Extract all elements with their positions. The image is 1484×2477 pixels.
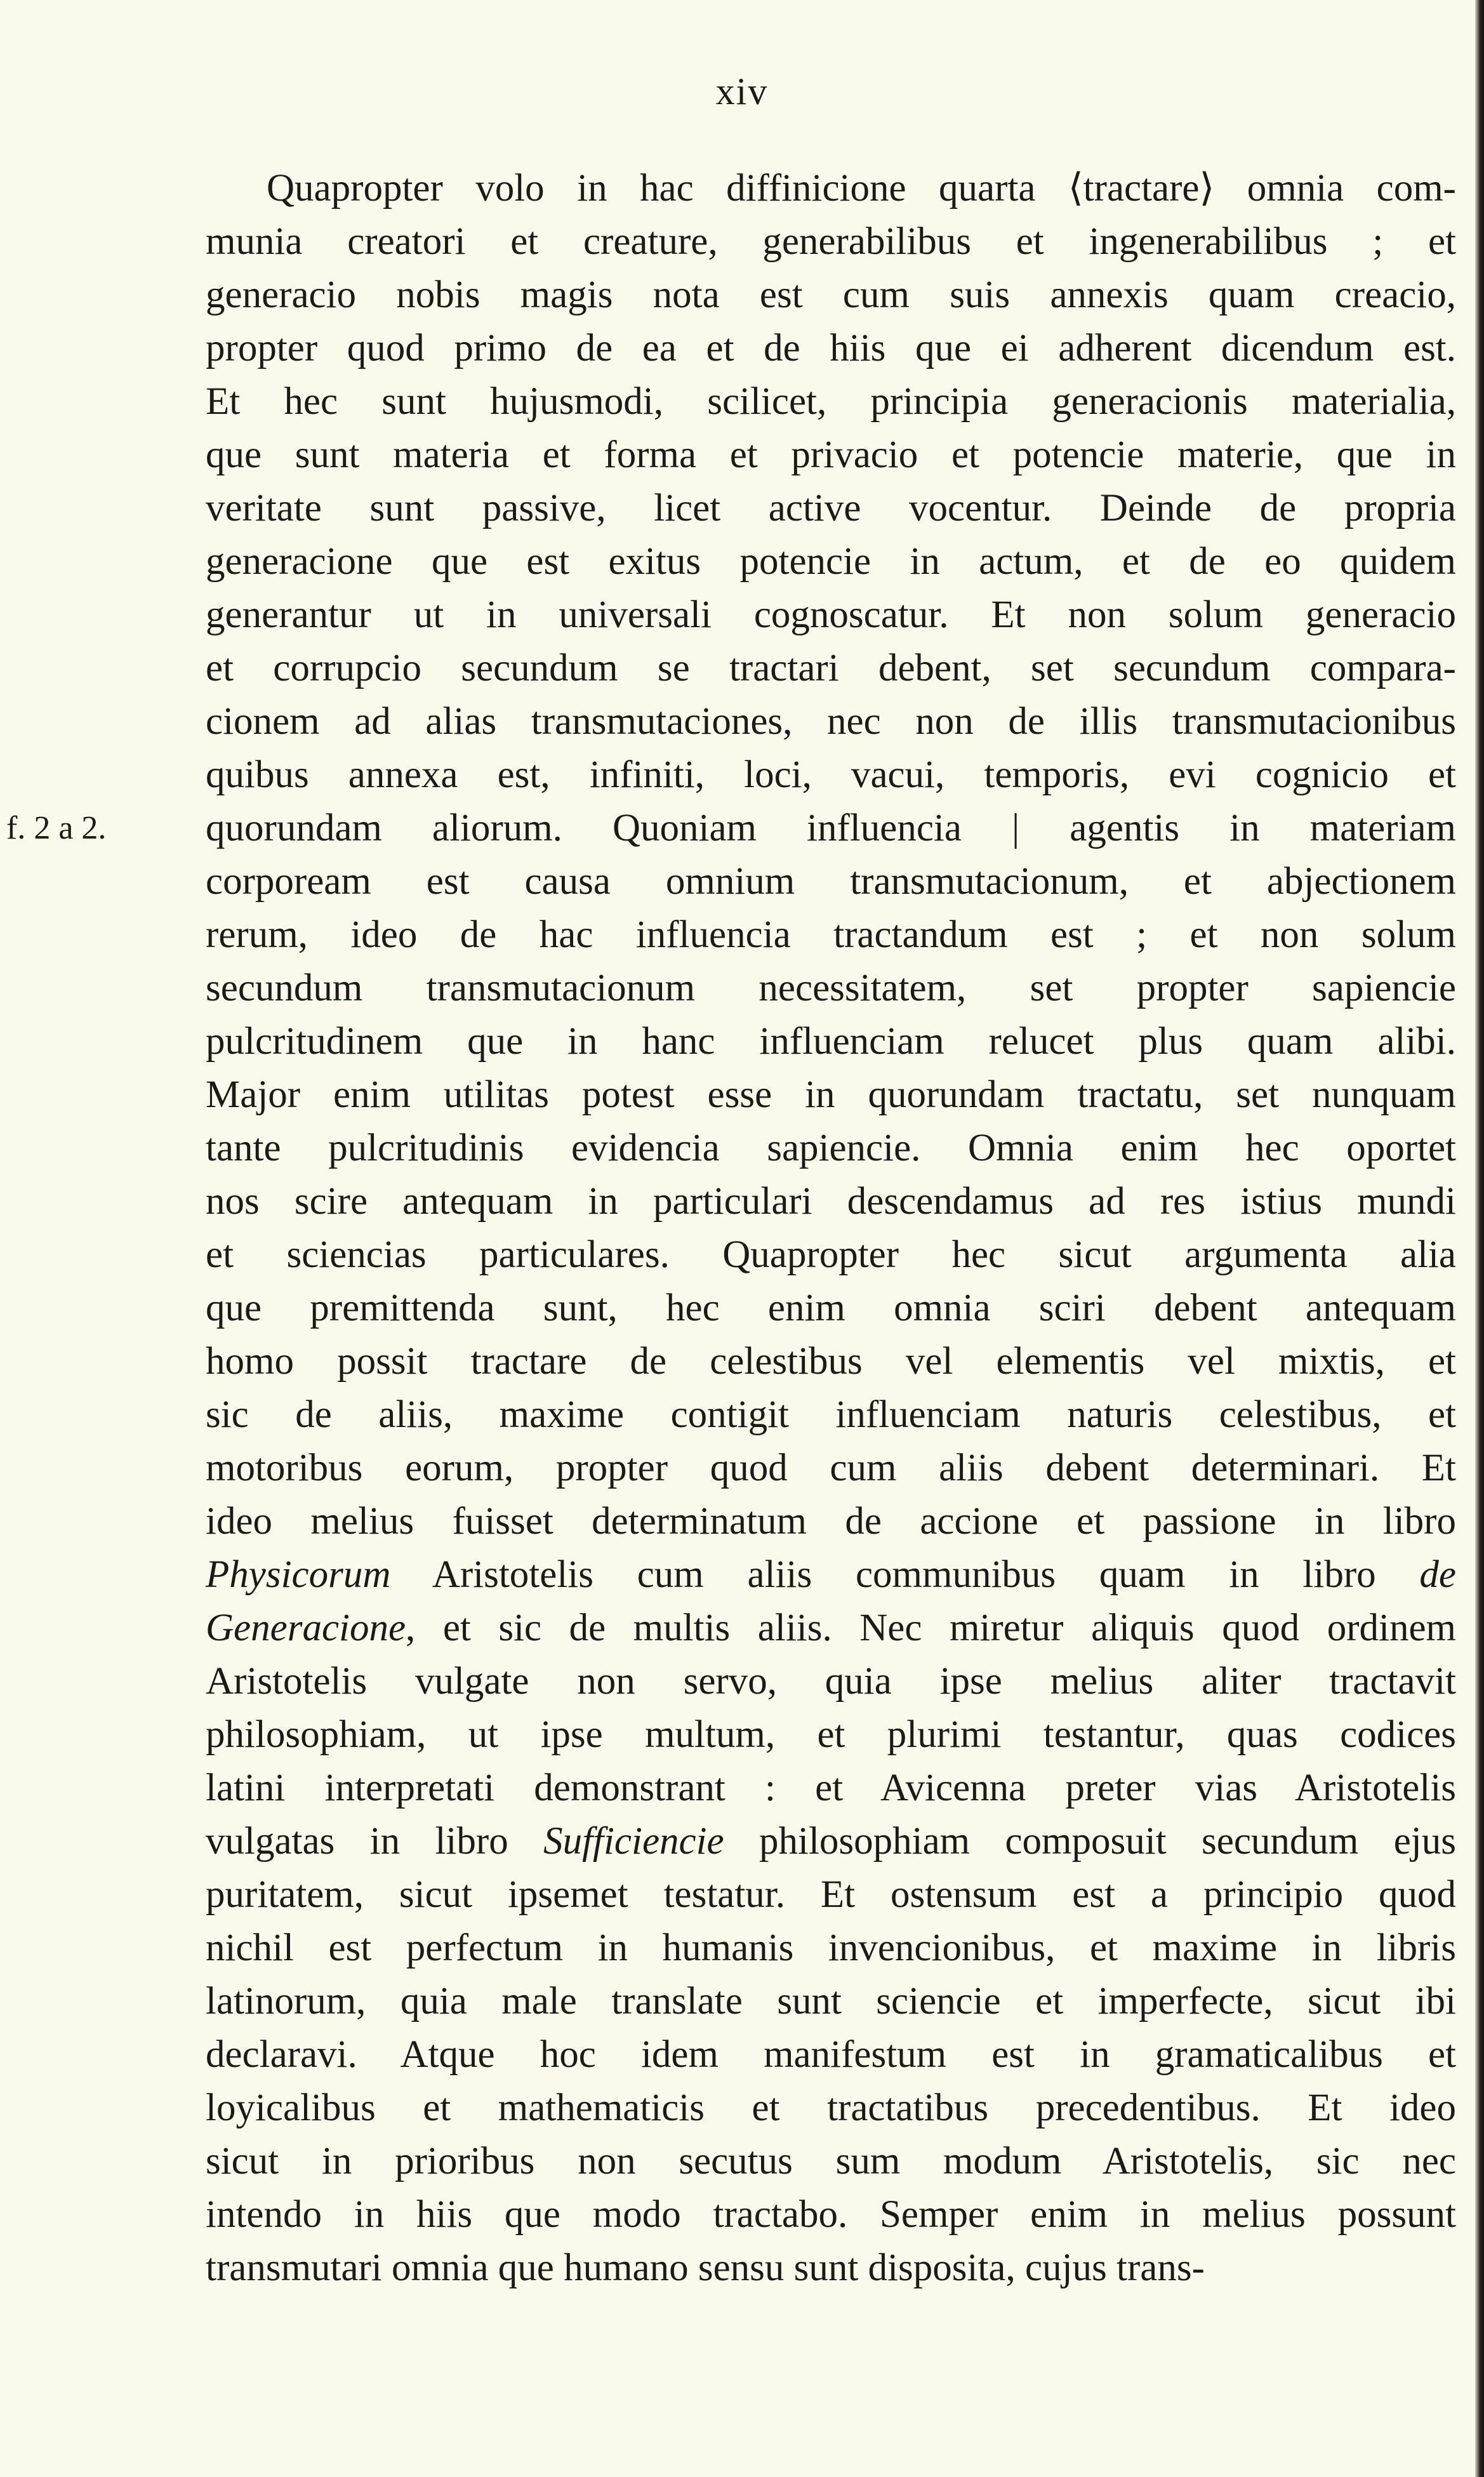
body-text [206,162,1456,2295]
text-line: declaravi. Atque hoc idem manifestum est in gramaticalibus et [206,2033,1456,2076]
text-line: generacione que est exitus potencie in actum, et de eo quidem [206,540,1456,583]
text-segment: vulgatas in libro [206,1820,544,1863]
text-segment: , et sic de multis aliis. Nec miretur aliquis quod ordinem [406,1607,1456,1649]
text-line: corpoream est causa omnium transmutacionum, et abjectionem [206,860,1456,903]
text-line: puritatem, sicut ipsemet testatur. Et ostensum est a principio quod [206,1873,1456,1916]
text-line: quibus annexa est, infiniti, loci, vacui, temporis, evi cognicio et [206,754,1456,796]
text-line: pulcritudinem que in hanc influenciam relucet plus quam alibi. [206,1020,1456,1063]
text-line: generacio nobis magis nota est cum suis annexis quam creacio, [206,274,1456,316]
text-line: rerum, ideo de hac influencia tractandum est ; et non solum [206,913,1456,956]
page-edge [1475,0,1484,2477]
folio-margin-note: f. 2 a 2. [6,810,107,846]
text-line: veritate sunt passive, licet active vocentur. Deinde de propria [206,487,1456,529]
text-line: cionem ad alias transmutaciones, nec non de illis transmutacionibus [206,700,1456,743]
italic-de: de [1419,1553,1456,1596]
text-line: quorundam aliorum. Quoniam influencia | agentis in materiam [206,807,1456,849]
text-line [206,1548,1456,1602]
text-line: nichil est perfectum in humanis invencionibus, et maxime in libris [206,1927,1456,1969]
text-line: philosophiam, ut ipse multum, et plurimi testantur, quas codices [206,1713,1456,1756]
page-number: xiv [715,70,769,112]
text-line: que premittenda sunt, hec enim omnia sciri debent antequam [206,1287,1456,1329]
text-line: latini interpretati demonstrant : et Avicenna preter vias Aristotelis [206,1767,1456,1809]
text-segment: philosophiam composuit secundum ejus [724,1820,1456,1863]
text-line: generantur ut in universali cognoscatur. Et non solum generacio [206,594,1456,636]
book-title-generacione: Generacione [206,1607,406,1649]
text-line: Major enim utilitas potest esse in quorundam tractatu, set nunquam [206,1073,1456,1116]
text-line: et corrupcio secundum se tractari debent, set secundum compara- [206,647,1456,689]
text-line: latinorum, quia male translate sunt sciencie et imperfecte, sicut ibi [206,1980,1456,2022]
text-line: Quapropter volo in hac diffinicione quarta ⟨tractare⟩ omnia com- [267,167,1456,209]
text-segment: Aristotelis cum aliis communibus quam in libro [390,1553,1420,1596]
text-line [206,1815,1456,1868]
text-line: munia creatori et creature, generabilibus et ingenerabilibus ; et [206,220,1456,263]
text-line: Et hec sunt hujusmodi, scilicet, principia generacionis materialia, [206,380,1456,423]
text-line: intendo in hiis que modo tractabo. Semper enim in melius possunt [206,2193,1456,2236]
text-line: transmutari omnia que humano sensu sunt disposita, cujus trans- [206,2247,1205,2289]
text-line: nos scire antequam in particulari descendamus ad res istius mundi [206,1180,1456,1223]
text-line: tante pulcritudinis evidencia sapiencie. Omnia enim hec oportet [206,1127,1456,1169]
text-line [206,1602,1456,1655]
text-line: Aristotelis vulgate non servo, quia ipse melius aliter tractavit [206,1660,1456,1703]
text-line: que sunt materia et forma et privacio et potencie materie, que in [206,434,1456,476]
text-line: motoribus eorum, propter quod cum aliis debent determinari. Et [206,1447,1456,1489]
text-line: propter quod primo de ea et de hiis que ei adherent dicendum est. [206,327,1456,369]
book-title-physicorum: Physicorum [206,1553,391,1596]
text-line: loyicalibus et mathematicis et tractatibus precedentibus. Et ideo [206,2087,1456,2129]
text-line: sicut in prioribus non secutus sum modum Aristotelis, sic nec [206,2140,1456,2182]
book-title-sufficiencie: Sufficiencie [543,1820,724,1863]
text-line: secundum transmutacionum necessitatem, set propter sapiencie [206,967,1456,1009]
text-line: ideo melius fuisset determinatum de accione et passione in libro [206,1500,1456,1543]
text-line: et sciencias particulares. Quapropter hec sicut argumenta alia [206,1233,1456,1276]
text-line: sic de aliis, maxime contigit influenciam naturis celestibus, et [206,1393,1456,1436]
text-line: homo possit tractare de celestibus vel elementis vel mixtis, et [206,1340,1456,1383]
